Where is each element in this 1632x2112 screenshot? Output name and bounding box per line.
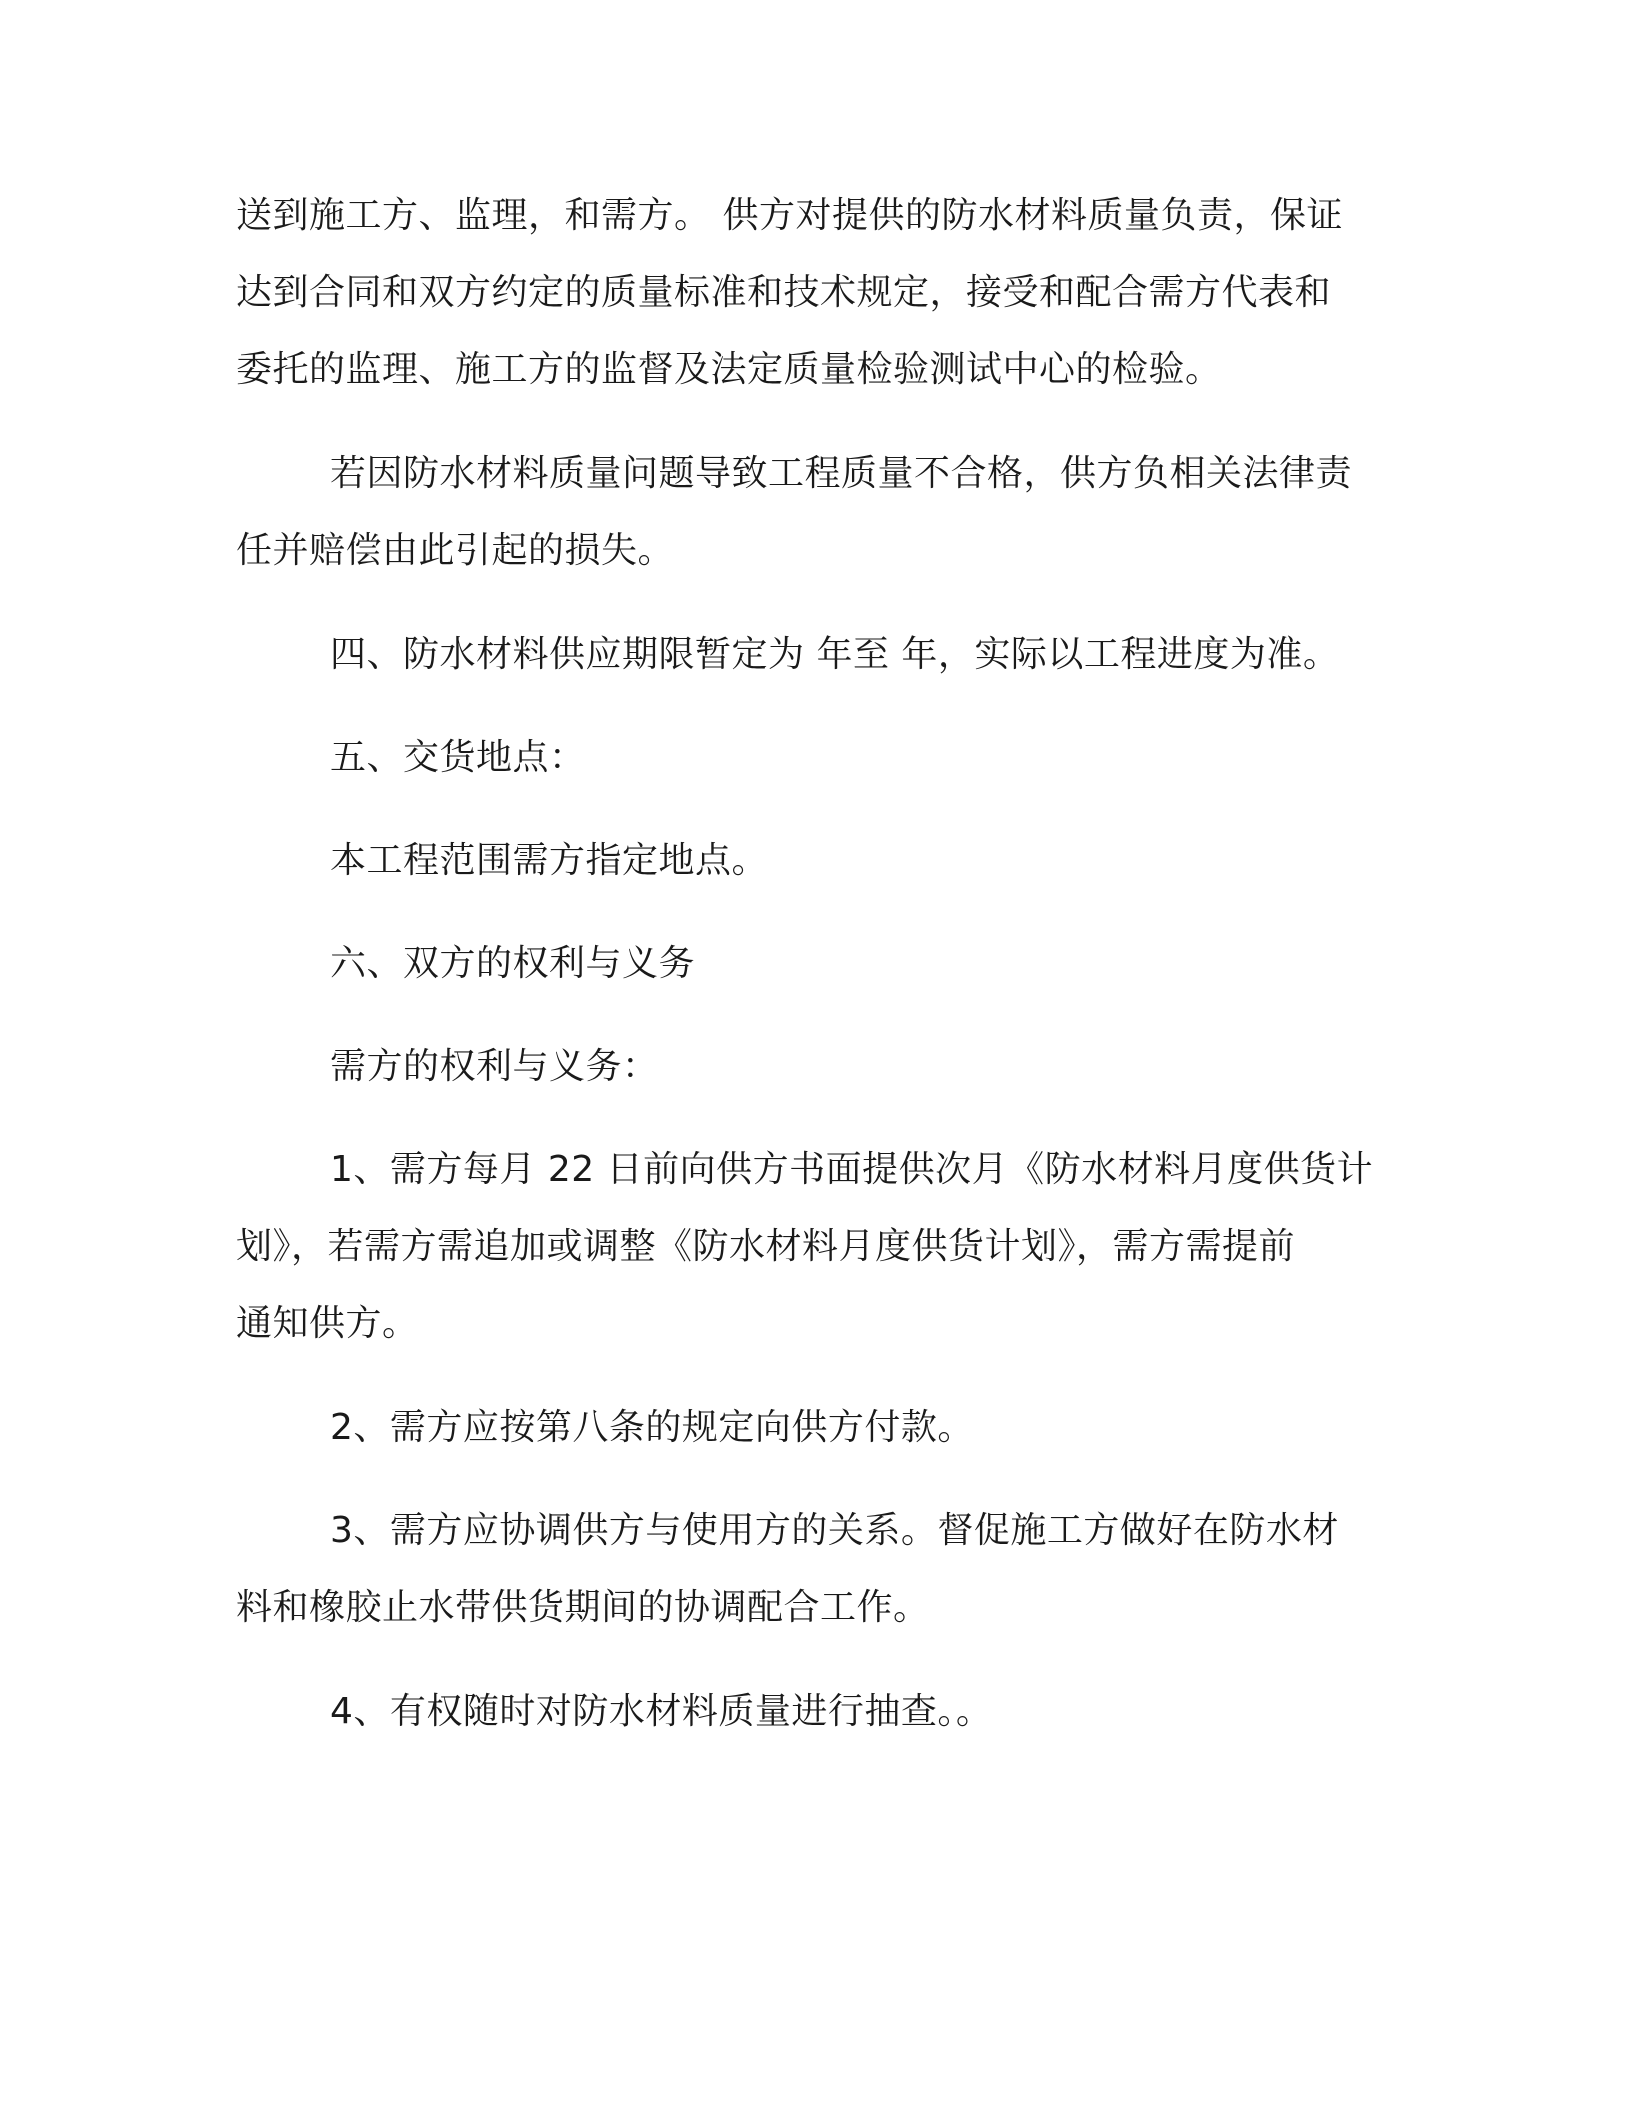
item-3-line-1: 3、需方应协调供方与使用方的关系。督促施工方做好在防水材 (330, 1510, 1339, 1551)
paragraph-2-line-2: 任并赔偿由此引起的损失。 (236, 530, 675, 571)
item-4-line-1: 4、有权随时对防水材料质量进行抽查。。 (330, 1691, 993, 1732)
paragraph-1-line-3: 委托的监理、施工方的监督及法定质量检验测试中心的检验。 (236, 349, 1222, 390)
section-5-heading: 五、交货地点： (330, 737, 586, 778)
item-1-line-1: 1、需方每月 22 日前向供方书面提供次月《防水材料月度供货计 (330, 1149, 1374, 1190)
section-5-body: 本工程范围需方指定地点。 (330, 840, 769, 881)
section-4-heading: 四、防水材料供应期限暂定为 年至 年，实际以工程进度为准。 (330, 634, 1340, 675)
paragraph-1-line-1: 送到施工方、监理，和需方。 供方对提供的防水材料质量负责，保证 (236, 195, 1343, 236)
item-1-line-2: 划》，若需方需追加或调整《防水材料月度供货计划》，需方需提前 (236, 1226, 1296, 1267)
item-3-line-2: 料和橡胶止水带供货期间的协调配合工作。 (236, 1587, 930, 1628)
demand-party-rights-heading: 需方的权利与义务： (330, 1046, 659, 1087)
item-1-line-3: 通知供方。 (236, 1303, 419, 1344)
paragraph-1-line-2: 达到合同和双方约定的质量标准和技术规定，接受和配合需方代表和 (236, 272, 1332, 313)
section-6-heading: 六、双方的权利与义务 (330, 943, 696, 984)
item-2-line-1: 2、需方应按第八条的规定向供方付款。 (330, 1407, 974, 1448)
paragraph-2-line-1: 若因防水材料质量问题导致工程质量不合格，供方负相关法律责 (330, 453, 1353, 494)
